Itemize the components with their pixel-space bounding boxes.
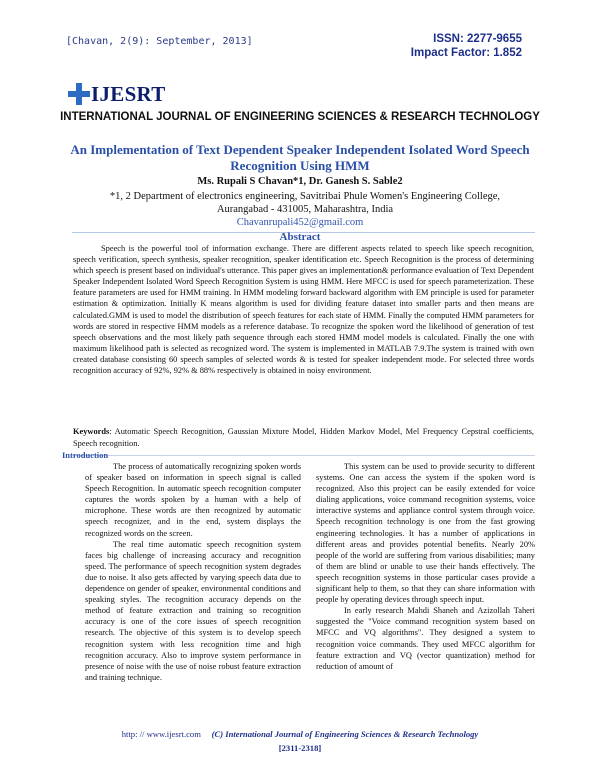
journal-logo (68, 80, 166, 108)
issn-label: ISSN: 2277-9655 (433, 33, 522, 45)
keywords-label: Keywords (73, 427, 110, 436)
keywords-text: : Automatic Speech Recognition, Gaussian Mixture Model, Hidden Markov Model, Mel Frequency Cepstral coefficients, Speech recognition. (73, 427, 534, 448)
affiliation: *1, 2 Department of electronics engineering, Savitribai Phule Women's Engineering College, Aurangabad - 431005, Maharashtra, India (109, 191, 501, 215)
paragraph: This system can be used to provide security to different systems. One can access the system if the spoken word is recognized. Also this project can be easily extended for voice dialing applications, voice command recognition systems, voice interactive systems and appliance control system through voice. Speech recognition technology is one from the fast growing engineering technologies. It has a number of applications in different areas and provides potential benefits. Nearly 20% people of the world are suffering from various disabilities; many of them are blind or unable to use their hands effectively. The speech recognition systems in those particular cases provide a significant help to them, so that they can share information with people by operating devices through speech input. (316, 462, 535, 605)
abstract-body: Speech is the powerful tool of information exchange. There are different aspects related to speech like speech recognition, speech verification, speech synthesis, speaker recognition, speaker identification etc. Speech Recognition is the process of determining which speech is present based on individual's utterance. This paper gives an implementation& performance evaluation of Text Dependent Speaker Independent Isolated Word Speech Recognition System is using HMM. Here MFCC is used for speech parameterization. These feature parameters are used for HMM training. In HMM modeling forward backward algorithm with EM principle is used for parameter estimation & optimization. Initially K means algorithm is used for dividing feature dataset into smaller parts and then means are calculated.GMM is used to model the distribution of speech features for each state of HMM. Finally the computed HMM parameters for words are stored in respective HMM models as a reference database. To recognize the spoken word the likelihood of generation of test speech observations and the most likely path sequence through each stored HMM model models is calculated. Finally the one with maximum likelihood path is selected as recognized word. The system is implemented in MATLAB 7.9.The system is trained with own created database consisting 60 speech samples of selected words & is tested for speaker independent mode. For selected three words recognition accuracy of 92%, 92% & 88% respectively is obtained in noisy environment. (73, 244, 534, 376)
logo-text: IJESRT (91, 81, 166, 106)
impact-factor-label: Impact Factor: 1.852 (410, 47, 522, 59)
footer-copyright: (C) International Journal of Engineering Sciences & Research Technology (211, 729, 479, 739)
footer-url[interactable]: http: // www.ijesrt.com (121, 729, 201, 739)
plus-logo-icon (68, 83, 90, 105)
page-range: [2311-2318] (278, 743, 322, 753)
journal-title: INTERNATIONAL JOURNAL OF ENGINEERING SCIENCES & RESEARCH TECHNOLOGY (60, 111, 540, 123)
abstract-heading: Abstract (279, 231, 321, 243)
page-footer (60, 729, 540, 739)
paragraph: In early research Mahdi Shaneh and Azizollah Taheri suggested the "Voice command recognition system based on MFCC and VQ algorithms". They designed a system to recognition voice commands. They used MFCC algorithm for feature extraction and VQ (vector quantization) method for reduction of amount of (316, 606, 535, 671)
journal-meta (411, 32, 522, 60)
citation-header: [Chavan, 2(9): September, 2013] (66, 36, 253, 47)
paper-title: An Implementation of Text Dependent Speaker Independent Isolated Word Speech Recognition Using HMM (70, 142, 530, 173)
introduction-heading: Introduction (62, 450, 109, 460)
section-divider (72, 455, 535, 456)
author-email[interactable]: Chavanrupali452@gmail.com (236, 217, 364, 228)
paragraph: The process of automatically recognizing spoken words of speaker based on information in speech signal is called Speech Recognition. In automatic speech recognition computer captures the words spoken by a human with a help of microphone. These words are then recognized by automatic speech recognizer, and in the end, system displays the recognized words on the screen. (85, 462, 301, 538)
paragraph: The real time automatic speech recognition system faces big challenge of increasing accuracy and recognition speed. The performance of speech recognition system degrades due to noise. It also gets affected by varying speech data due to dependence on gender of speaker, environmental conditions and speaking styles. The recognition accuracy depends on the method of feature extraction and training so recognition accuracy is one of the core issues of speech recognition research. The objective of this system is to develop speech recognition system with less recognition time and high recognition accuracy. Also to improve system performance in presence of noise with the use of noise robust feature extraction and training technique. (85, 539, 301, 682)
keywords-paragraph (73, 426, 534, 449)
text-column-left (85, 461, 301, 683)
text-column-right (316, 461, 535, 672)
author-list: Ms. Rupali S Chavan*1, Dr. Ganesh S. Sable2 (197, 176, 403, 187)
